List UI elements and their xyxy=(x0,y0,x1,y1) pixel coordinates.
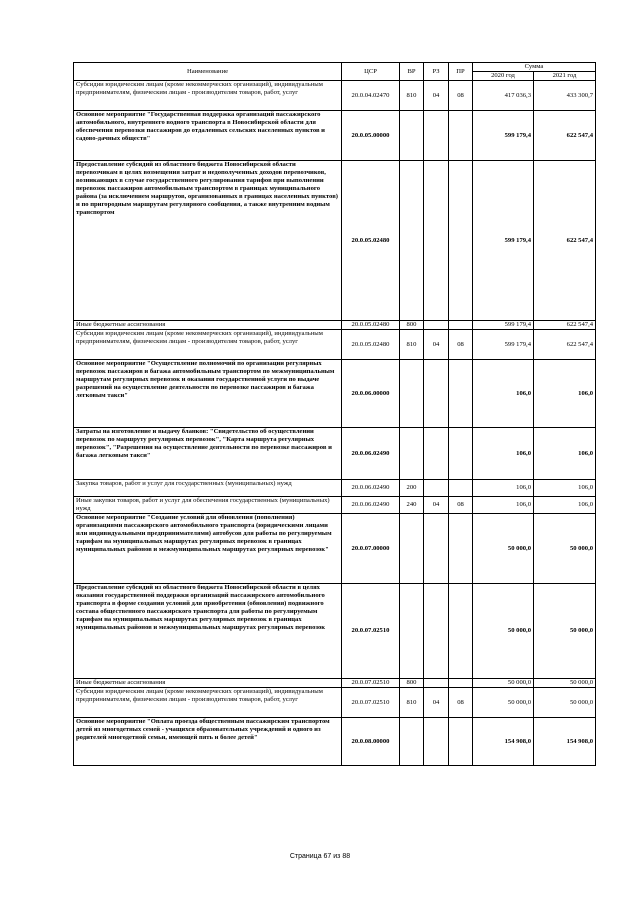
table-row xyxy=(74,679,596,688)
row-name: Субсидии юридическим лицам (кроме некоммерческих организаций), индивидуальным предпринимателям, физическим лицам - производителям товаров, работ, услуг xyxy=(74,330,342,360)
row-csr: 20.0.06.00000 xyxy=(342,360,400,428)
row-pr xyxy=(449,321,473,330)
table-row xyxy=(74,514,596,584)
row-csr: 20.0.05.00000 xyxy=(342,111,400,161)
row-sum-2021: 154 908,0 xyxy=(534,718,596,766)
row-sum-2020: 599 179,4 xyxy=(473,111,534,161)
header-csr: ЦСР xyxy=(342,63,400,81)
row-sum-2021: 106,0 xyxy=(534,360,596,428)
row-sum-2021: 622 547,4 xyxy=(534,111,596,161)
table-row xyxy=(74,360,596,428)
table-row xyxy=(74,111,596,161)
header-pr: ПР xyxy=(449,63,473,81)
table-row xyxy=(74,688,596,718)
table-row xyxy=(74,330,596,360)
row-sum-2020: 50 000,0 xyxy=(473,679,534,688)
row-sum-2020: 50 000,0 xyxy=(473,514,534,584)
row-vr: 200 xyxy=(400,480,424,497)
row-sum-2021: 106,0 xyxy=(534,428,596,480)
row-pr xyxy=(449,480,473,497)
row-rz: 04 xyxy=(424,330,449,360)
row-rz: 04 xyxy=(424,81,449,111)
header-year-2021: 2021 год xyxy=(534,72,596,81)
row-sum-2020: 154 908,0 xyxy=(473,718,534,766)
row-pr xyxy=(449,111,473,161)
row-csr: 20.0.04.02470 xyxy=(342,81,400,111)
row-pr xyxy=(449,360,473,428)
row-pr: 08 xyxy=(449,688,473,718)
row-sum-2020: 599 179,4 xyxy=(473,330,534,360)
row-name: Основное мероприятие "Осуществление полномочий по организации регулярных перевозок пассажиров и багажа автомобильным транспортом по межмуниципальным маршрутам регулярных перевозок и оказания государственной услуги по выдаче разрешений на осуществление деятельности по перевозке пассажиров и багажа легковым такси" xyxy=(74,360,342,428)
row-pr: 08 xyxy=(449,330,473,360)
row-vr: 800 xyxy=(400,679,424,688)
row-name: Предоставление субсидий из областного бюджета Новосибирской области перевозчикам в целях возмещения затрат и недополученных доходов перевозчиков, возникающих в случае государственного регулирования тарифов при выполнении перевозок пассажиров автомобильным транспортом в границах муниципального района (за исключением маршрутов, организованных в границах населенных пунктов) и по пригородным маршрутам регулярного сообщения, а также внутренним водным транспортом xyxy=(74,161,342,321)
header-name: Наименование xyxy=(74,63,342,81)
row-sum-2020: 50 000,0 xyxy=(473,584,534,679)
row-csr: 20.0.07.02510 xyxy=(342,679,400,688)
row-pr xyxy=(449,679,473,688)
row-sum-2020: 106,0 xyxy=(473,497,534,514)
row-name: Субсидии юридическим лицам (кроме некоммерческих организаций), индивидуальным предпринимателям, физическим лицам - производителям товаров, работ, услуг xyxy=(74,81,342,111)
row-vr: 240 xyxy=(400,497,424,514)
row-rz xyxy=(424,679,449,688)
row-sum-2021: 50 000,0 xyxy=(534,584,596,679)
row-name: Основное мероприятие "Оплата проезда общественным пассажирским транспортом детей из многодетных семей - учащихся образовательных учреждений и одного из родителей многодетной семьи, имеющей пять и более детей" xyxy=(74,718,342,766)
row-rz xyxy=(424,718,449,766)
row-vr: 810 xyxy=(400,330,424,360)
row-csr: 20.0.07.02510 xyxy=(342,584,400,679)
row-vr: 810 xyxy=(400,81,424,111)
row-sum-2021: 50 000,0 xyxy=(534,679,596,688)
row-name: Основное мероприятие "Создание условий для обновления (пополнения) организациями пассажирского автомобильного транспорта (юридическими лицами или индивидуальными предпринимателями) автобусов для работы по регулируемым тарифам на муниципальных маршрутах регулярных перевозок в границах муниципальных районов и межмуниципальных маршрутах регулярных перевозок" xyxy=(74,514,342,584)
row-pr xyxy=(449,428,473,480)
row-name: Иные закупки товаров, работ и услуг для обеспечения государственных (муниципальных) нужд xyxy=(74,497,342,514)
header-year-2020: 2020 год xyxy=(473,72,534,81)
row-sum-2021: 433 300,7 xyxy=(534,81,596,111)
table-row xyxy=(74,584,596,679)
row-sum-2021: 622 547,4 xyxy=(534,161,596,321)
page-footer: Страница 67 из 88 xyxy=(289,853,351,860)
row-csr: 20.0.05.02480 xyxy=(342,330,400,360)
row-vr xyxy=(400,718,424,766)
row-vr xyxy=(400,428,424,480)
row-sum-2020: 417 036,3 xyxy=(473,81,534,111)
row-csr: 20.0.06.02490 xyxy=(342,497,400,514)
row-csr: 20.0.08.00000 xyxy=(342,718,400,766)
row-rz xyxy=(424,480,449,497)
row-name: Затраты на изготовление и выдачу бланков: "Свидетельство об осуществлении перевозок по маршруту регулярных перевозок", "Карта маршрута регулярных перевозок", "Разрешения на осуществление деятельности по перевозке пассажиров и багажа легковым такси" xyxy=(74,428,342,480)
row-pr: 08 xyxy=(449,81,473,111)
row-csr: 20.0.06.02490 xyxy=(342,480,400,497)
row-sum-2021: 622 547,4 xyxy=(534,330,596,360)
row-sum-2021: 106,0 xyxy=(534,480,596,497)
table-row xyxy=(74,718,596,766)
row-rz xyxy=(424,428,449,480)
row-rz xyxy=(424,584,449,679)
header-vr: ВР xyxy=(400,63,424,81)
row-rz xyxy=(424,514,449,584)
table-row xyxy=(74,428,596,480)
row-csr: 20.0.07.00000 xyxy=(342,514,400,584)
table-row xyxy=(74,497,596,514)
row-vr: 810 xyxy=(400,688,424,718)
row-vr xyxy=(400,514,424,584)
row-sum-2020: 599 179,4 xyxy=(473,161,534,321)
row-rz: 04 xyxy=(424,497,449,514)
row-name: Субсидии юридическим лицам (кроме некоммерческих организаций), индивидуальным предпринимателям, физическим лицам - производителям товаров, работ, услуг xyxy=(74,688,342,718)
table-row xyxy=(74,81,596,111)
row-rz xyxy=(424,111,449,161)
row-rz: 04 xyxy=(424,688,449,718)
row-sum-2020: 106,0 xyxy=(473,428,534,480)
row-vr: 800 xyxy=(400,321,424,330)
row-name: Предоставление субсидий из областного бюджета Новосибирской области в целях оказания государственной поддержки организаций пассажирского автомобильного транспорта в форме создания условий для приобретения (обновления) подвижного состава общественного пассажирского транспорта для работы по регулируемым тарифам на муниципальных маршрутах регулярных перевозок в границах муниципальных районов и межмуниципальных маршрутах регулярных перевозок xyxy=(74,584,342,679)
budget-table xyxy=(73,62,596,766)
row-sum-2020: 50 000,0 xyxy=(473,688,534,718)
row-sum-2020: 106,0 xyxy=(473,480,534,497)
row-vr xyxy=(400,111,424,161)
row-sum-2021: 622 547,4 xyxy=(534,321,596,330)
row-sum-2021: 50 000,0 xyxy=(534,514,596,584)
row-name: Основное мероприятие "Государственная поддержка организаций пассажирского автомобильного, внутреннего водного транспорта в Новосибирской области для обеспечения перевозки пассажиров до отдаленных сельских населенных пунктов и садово-дачных обществ" xyxy=(74,111,342,161)
row-csr: 20.0.05.02480 xyxy=(342,321,400,330)
row-vr xyxy=(400,584,424,679)
table-row xyxy=(74,480,596,497)
row-pr: 08 xyxy=(449,497,473,514)
header-sum: Сумма xyxy=(473,63,596,72)
row-pr xyxy=(449,584,473,679)
row-rz xyxy=(424,360,449,428)
row-name: Иные бюджетные ассигнования xyxy=(74,321,342,330)
table-row xyxy=(74,321,596,330)
row-csr: 20.0.06.02490 xyxy=(342,428,400,480)
row-csr: 20.0.05.02480 xyxy=(342,161,400,321)
table-row xyxy=(74,161,596,321)
row-sum-2021: 106,0 xyxy=(534,497,596,514)
row-csr: 20.0.07.02510 xyxy=(342,688,400,718)
row-sum-2021: 50 000,0 xyxy=(534,688,596,718)
row-rz xyxy=(424,161,449,321)
row-pr xyxy=(449,718,473,766)
row-rz xyxy=(424,321,449,330)
row-vr xyxy=(400,360,424,428)
row-pr xyxy=(449,514,473,584)
header-rz: РЗ xyxy=(424,63,449,81)
row-sum-2020: 106,0 xyxy=(473,360,534,428)
row-name: Закупка товаров, работ и услуг для государственных (муниципальных) нужд xyxy=(74,480,342,497)
row-pr xyxy=(449,161,473,321)
row-vr xyxy=(400,161,424,321)
row-name: Иные бюджетные ассигнования xyxy=(74,679,342,688)
row-sum-2020: 599 179,4 xyxy=(473,321,534,330)
